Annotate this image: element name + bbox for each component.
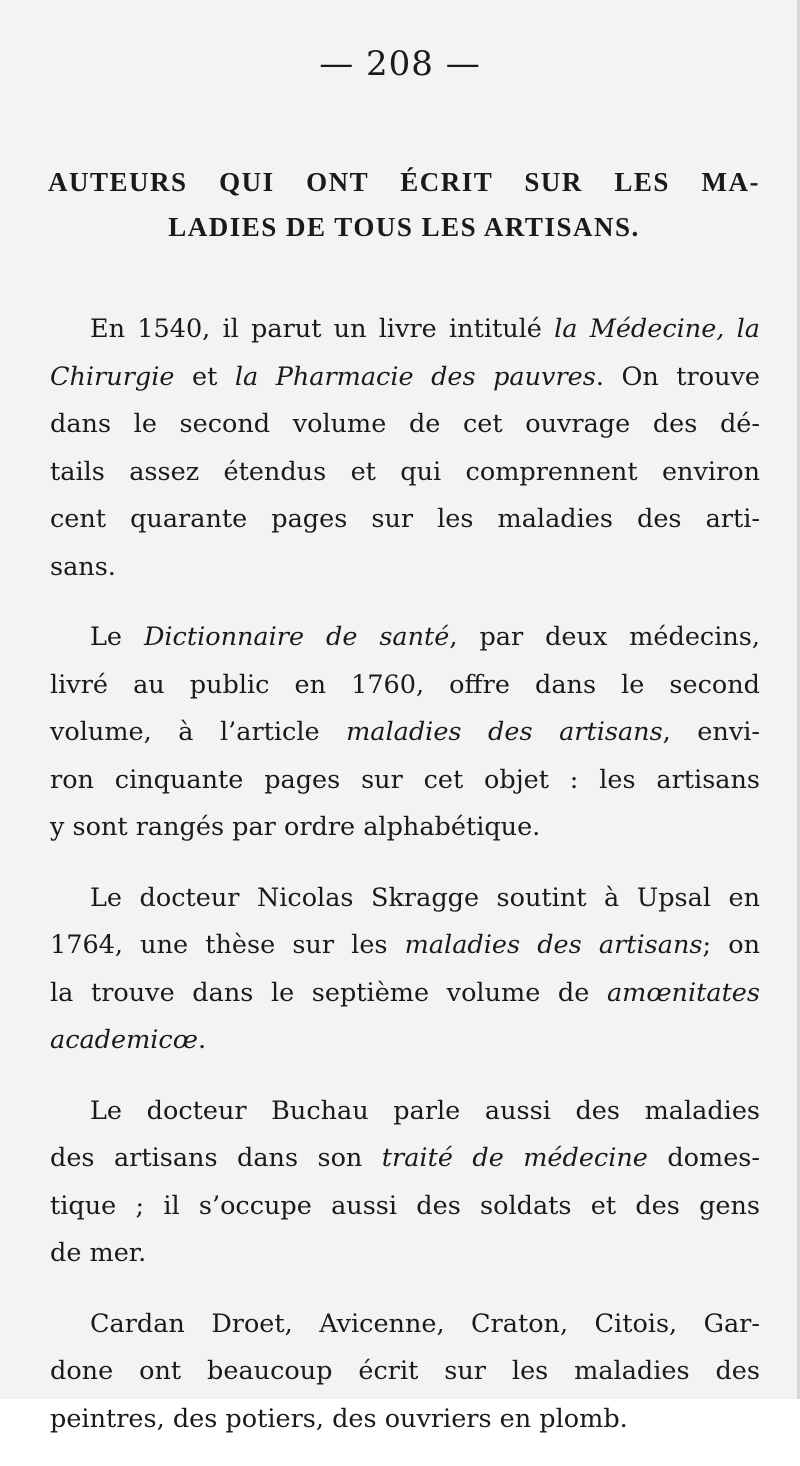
text-line [50, 709, 760, 757]
text-line [50, 1230, 760, 1278]
text-line [50, 496, 760, 544]
italic-text: Chirurgie [50, 361, 175, 392]
section-heading [48, 160, 760, 250]
text-line [50, 922, 760, 970]
paragraph [50, 614, 760, 852]
text-line [50, 449, 760, 497]
text-line [50, 804, 760, 852]
text-line [50, 614, 760, 662]
text-line [50, 1017, 760, 1065]
text-run: dans le second volume de cet ouvrage des dé- [50, 409, 760, 439]
text-run: ron cinquante pages sur cet objet : les artisans [50, 764, 760, 795]
text-run: volume, à l’article [50, 717, 347, 747]
text-run: En 1540, il parut un livre intitulé [90, 314, 555, 344]
text-run: , envi- [662, 717, 761, 747]
text-line [50, 1183, 760, 1231]
italic-text: la Médecine, la [554, 314, 761, 344]
text-run: ; on [702, 930, 760, 960]
text-run: la trouve dans le septième volume de [50, 977, 607, 1008]
text-line [50, 1088, 760, 1136]
text-run: de mer. [50, 1238, 147, 1268]
text-run: done ont beaucoup écrit sur les maladies des [50, 1356, 760, 1386]
text-run: et [174, 361, 235, 392]
text-run: livré au public en 1760, offre dans le second [50, 669, 760, 700]
text-run: , par deux médecins, [449, 622, 760, 652]
text-line [50, 970, 760, 1018]
text-run: . On trouve [595, 361, 760, 392]
body-text [50, 306, 760, 1466]
text-run: tails assez étendus et qui comprennent environ [50, 456, 760, 487]
paragraph [50, 306, 760, 591]
page-number: — 208 — [319, 44, 481, 84]
text-run: Cardan Droet, Avicenne, Craton, Citois, Gar- [90, 1308, 760, 1339]
text-line [50, 1135, 760, 1183]
paragraph [50, 875, 760, 1065]
text-line [50, 662, 760, 710]
paragraph [50, 1088, 760, 1278]
text-run: domes- [647, 1143, 760, 1173]
italic-text: Dictionnaire de santé [143, 622, 450, 652]
italic-text: la Pharmacie des pauvres [234, 361, 596, 392]
italic-text: maladies des artisans [404, 930, 703, 960]
text-line [50, 306, 760, 354]
text-run: Le docteur Nicolas Skragge soutint à Upsal en [90, 882, 760, 913]
text-line [50, 1348, 760, 1396]
text-line [50, 401, 760, 449]
text-run: tique ; il s’occupe aussi des soldats et des gens [50, 1190, 760, 1221]
text-run: des artisans dans son [50, 1143, 382, 1173]
heading-line-1: AUTEURS QUI ONT ÉCRIT SUR LES MA- [48, 167, 760, 197]
text-line [50, 544, 760, 592]
text-line [50, 1396, 760, 1444]
italic-text: amœnitates [606, 977, 760, 1008]
text-line [50, 875, 760, 923]
text-run: . [197, 1025, 207, 1055]
text-run: peintres, des potiers, des ouvriers en plomb. [50, 1403, 628, 1434]
text-line [50, 757, 760, 805]
italic-text: academicœ [50, 1025, 198, 1055]
text-run: Le docteur Buchau parle aussi des maladies [90, 1095, 760, 1126]
text-run: Le [90, 622, 144, 652]
text-line [50, 1301, 760, 1349]
heading-line-2: LADIES DE TOUS LES ARTISANS. [168, 212, 640, 242]
text-run: sans. [50, 551, 116, 582]
italic-text: traité de médecine [381, 1143, 648, 1173]
text-line [50, 354, 760, 402]
italic-text: maladies des artisans [346, 717, 663, 747]
text-run: cent quarante pages sur les maladies des arti- [50, 504, 760, 534]
paragraph [50, 1301, 760, 1444]
text-run: 1764, une thèse sur les [50, 930, 405, 960]
text-run: y sont rangés par ordre alphabétique. [50, 812, 541, 842]
